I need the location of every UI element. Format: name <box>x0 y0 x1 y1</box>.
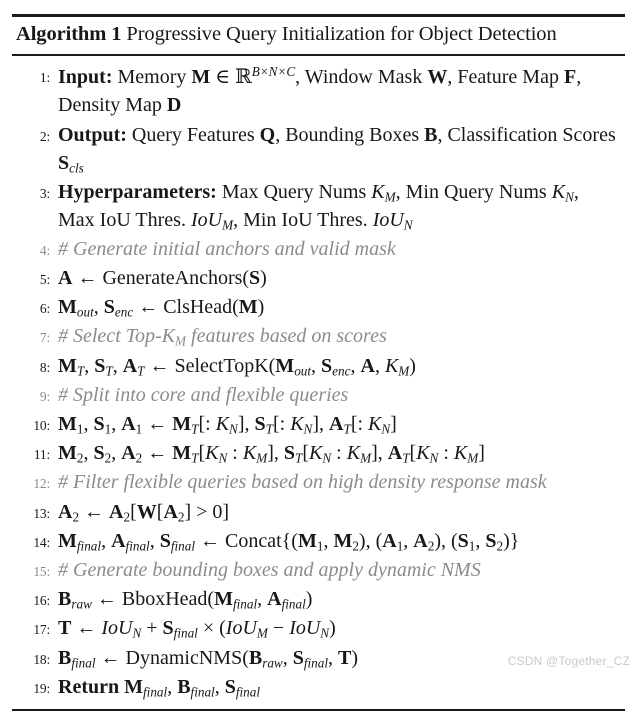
line-content: $M_{out}$, $S_{enc}$ ← ClsHead(M) <box>58 296 265 320</box>
line-number: 10: <box>33 418 50 433</box>
algorithm-line <box>12 497 625 526</box>
line-number: 9: <box>39 388 50 404</box>
line-content: Input: Memory M ∈ ℝ$^{B\times N\times C}$, Window Mask W, Feature Map F, Density Map D <box>58 64 582 117</box>
algorithm-line <box>12 672 625 701</box>
algorithm-line <box>12 120 625 177</box>
algorithm-line <box>12 62 625 120</box>
algorithm-line <box>12 177 625 234</box>
line-number: 16: <box>33 593 50 609</box>
line-content: $B_{final}$ ← $DynamicNMS(B_{raw}$, $S_{final}$, T) <box>58 646 359 671</box>
algorithm-line <box>12 380 625 409</box>
line-number: 6: <box>39 301 50 317</box>
line-number: 11: <box>33 447 50 463</box>
line-content: Hyperparameters: Max Query Nums $K_M$, Min Query Nums $K_N$, Max IoU Thres. IoU$_M$, Min IoU Thres. IoU$_N$ <box>58 180 579 233</box>
algorithm-line <box>12 234 625 263</box>
algorithm-title <box>12 17 625 54</box>
line-number: 19: <box>33 680 50 696</box>
line-content: $M_{final}$, $A_{final}$, $S_{final}$ ← $Concat\{(M_1$, $M_2$), ($A_1$, $A_2$), ($S_1$, $S_2$)} <box>58 529 520 554</box>
line-content: T ← $IoU_N + S_{final} \times (IoU_M - IoU_N)$ <box>58 617 336 641</box>
line-number: 18: <box>33 651 50 667</box>
algorithm-line <box>12 614 625 643</box>
algorithm-number: Algorithm 1 <box>16 23 122 45</box>
line-number: 12: <box>33 476 50 492</box>
algorithm-line <box>12 263 625 292</box>
algorithm-caption: Progressive Query Initialization for Object Detection <box>126 23 557 45</box>
line-comment: # Generate initial anchors and valid mask <box>58 237 396 260</box>
line-comment: # Generate bounding boxes and apply dynamic NMS <box>58 558 481 581</box>
line-content: Return $M_{final}$, $B_{final}$, $S_{final}$ <box>58 675 261 700</box>
watermark: CSDN @Together_CZ <box>507 654 630 668</box>
line-content: A ← GenerateAnchors(S) <box>58 267 267 290</box>
line-number: 1: <box>39 70 50 86</box>
algorithm-line <box>12 439 625 468</box>
line-number: 3: <box>39 185 50 201</box>
line-content: $B_{raw}$ ← $BboxHead(M_{final}$, $A_{final}$) <box>58 588 313 612</box>
line-number: 8: <box>39 359 50 375</box>
line-number: 17: <box>33 622 50 638</box>
algorithm-line <box>12 555 625 584</box>
line-number: 13: <box>33 505 50 521</box>
line-number: 2: <box>39 128 50 144</box>
algorithm-block <box>12 14 625 711</box>
line-content: $M_2$, $S_2$, $A_2$ ← $M_T[K_N$ : $K_M$], $S_T[K_N$ : $K_M$], $A_T[K_N$ : $K_M$] <box>58 442 485 466</box>
line-content: $A_2$ ← $A_2[W[A_2] > 0]$ <box>58 500 230 525</box>
line-number: 7: <box>39 330 50 346</box>
algorithm-line <box>12 351 625 380</box>
line-number: 15: <box>33 563 50 579</box>
line-content: $M_T$, $S_T$, $A_T$ ← $SelectTopK(M_{out}$, $S_{enc}$, A, $K_M$) <box>58 354 416 379</box>
line-comment: # Select Top-$K_M$ features based on scores <box>58 325 387 350</box>
line-number: 4: <box>39 242 50 258</box>
line-content: Output: Query Features Q, Bounding Boxes B, Classification Scores $S_{cls}$ <box>58 123 616 176</box>
algorithm-line <box>12 526 625 555</box>
line-number: 14: <box>33 534 50 550</box>
algorithm-line <box>12 585 625 614</box>
algorithm-line <box>12 468 625 497</box>
algorithm-line <box>12 409 625 438</box>
line-comment: # Split into core and flexible queries <box>58 383 349 406</box>
algorithm-line <box>12 322 625 351</box>
algorithm-line <box>12 293 625 322</box>
line-comment: # Filter flexible queries based on high density response mask <box>58 471 547 494</box>
algorithm-steps <box>12 56 625 710</box>
line-content: $M_1$, $S_1$, $A_1$ ← $M_T$[: $K_N$], $S_T$[: $K_N$], $A_T$[: $K_N$] <box>58 413 397 437</box>
line-number: 5: <box>39 272 50 288</box>
